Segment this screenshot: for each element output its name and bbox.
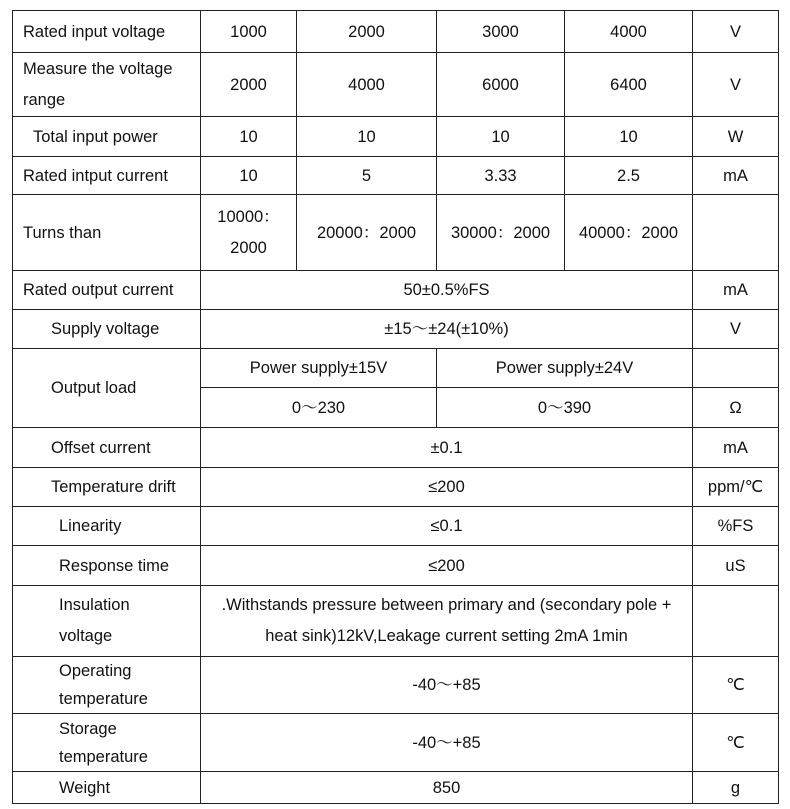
row-label: Insulation voltage (13, 586, 201, 657)
row-label: Rated intput current (13, 157, 201, 195)
cell-value: 1000 (201, 11, 297, 53)
row-turns-ratio (13, 195, 779, 271)
spec-table (12, 10, 779, 804)
cell-value: 10 (565, 117, 693, 157)
unit-cell: W (693, 117, 779, 157)
cell-value: 30000：2000 (437, 195, 565, 271)
cell-value: 5 (297, 157, 437, 195)
cell-value: 10 (297, 117, 437, 157)
cell-value: 850 (201, 772, 693, 804)
unit-cell: mA (693, 428, 779, 468)
cell-value: 20000：2000 (297, 195, 437, 271)
row-linearity (13, 507, 779, 546)
row-label: Weight (13, 772, 201, 804)
unit-cell: ℃ (693, 714, 779, 772)
unit-cell: ppm/℃ (693, 468, 779, 507)
cell-value: -40～+85 (201, 714, 693, 772)
unit-cell: Ω (693, 388, 779, 428)
cell-value: 10 (201, 117, 297, 157)
unit-cell: %FS (693, 507, 779, 546)
row-rated-input-voltage (13, 11, 779, 53)
row-total-input-power (13, 117, 779, 157)
row-offset-current (13, 428, 779, 468)
cell-header: Power supply±15V (201, 349, 437, 388)
row-label: Operating temperature (13, 657, 201, 714)
cell-value: 10 (437, 117, 565, 157)
row-supply-voltage (13, 310, 779, 349)
unit-cell: g (693, 772, 779, 804)
cell-value: 50±0.5%FS (201, 271, 693, 310)
cell-value: 6400 (565, 53, 693, 117)
row-operating-temperature (13, 657, 779, 714)
unit-cell: V (693, 310, 779, 349)
row-label: Offset current (13, 428, 201, 468)
unit-cell: ℃ (693, 657, 779, 714)
unit-cell (693, 195, 779, 271)
row-output-load-header (13, 349, 779, 388)
cell-value: 2.5 (565, 157, 693, 195)
row-label: Output load (13, 349, 201, 428)
row-label: Temperature drift (13, 468, 201, 507)
cell-value: 2000 (201, 53, 297, 117)
unit-cell (693, 349, 779, 388)
unit-cell: uS (693, 546, 779, 586)
row-label: Turns than (13, 195, 201, 271)
cell-value: 10000：2000 (201, 195, 297, 271)
cell-header: Power supply±24V (437, 349, 693, 388)
unit-cell (693, 586, 779, 657)
row-label: Linearity (13, 507, 201, 546)
row-label: Rated input voltage (13, 11, 201, 53)
row-label: Total input power (13, 117, 201, 157)
unit-cell: mA (693, 157, 779, 195)
row-label: Response time (13, 546, 201, 586)
row-weight (13, 772, 779, 804)
cell-value: .Withstands pressure between primary and (secondary pole + heat sink)12kV,Leakage current setting 2mA 1min (201, 586, 693, 657)
cell-value: ±15～±24(±10%) (201, 310, 693, 349)
row-label: Rated output current (13, 271, 201, 310)
row-label: Storage temperature (13, 714, 201, 772)
row-label: Supply voltage (13, 310, 201, 349)
cell-value: -40～+85 (201, 657, 693, 714)
cell-value: 0～230 (201, 388, 437, 428)
cell-value: 40000：2000 (565, 195, 693, 271)
row-response-time (13, 546, 779, 586)
row-measure-range (13, 53, 779, 117)
cell-value: 4000 (297, 53, 437, 117)
row-storage-temperature (13, 714, 779, 772)
row-rated-input-current (13, 157, 779, 195)
cell-value: 6000 (437, 53, 565, 117)
cell-value: ±0.1 (201, 428, 693, 468)
row-insulation-voltage (13, 586, 779, 657)
row-temperature-drift (13, 468, 779, 507)
unit-cell: V (693, 53, 779, 117)
cell-value: ≤0.1 (201, 507, 693, 546)
unit-cell: mA (693, 271, 779, 310)
cell-value: 2000 (297, 11, 437, 53)
cell-value: 3000 (437, 11, 565, 53)
unit-cell: V (693, 11, 779, 53)
cell-value: ≤200 (201, 546, 693, 586)
cell-value: 4000 (565, 11, 693, 53)
cell-value: 0～390 (437, 388, 693, 428)
cell-value: 10 (201, 157, 297, 195)
cell-value: ≤200 (201, 468, 693, 507)
cell-value: 3.33 (437, 157, 565, 195)
row-label: Measure the voltage range (13, 53, 201, 117)
row-rated-output-current (13, 271, 779, 310)
